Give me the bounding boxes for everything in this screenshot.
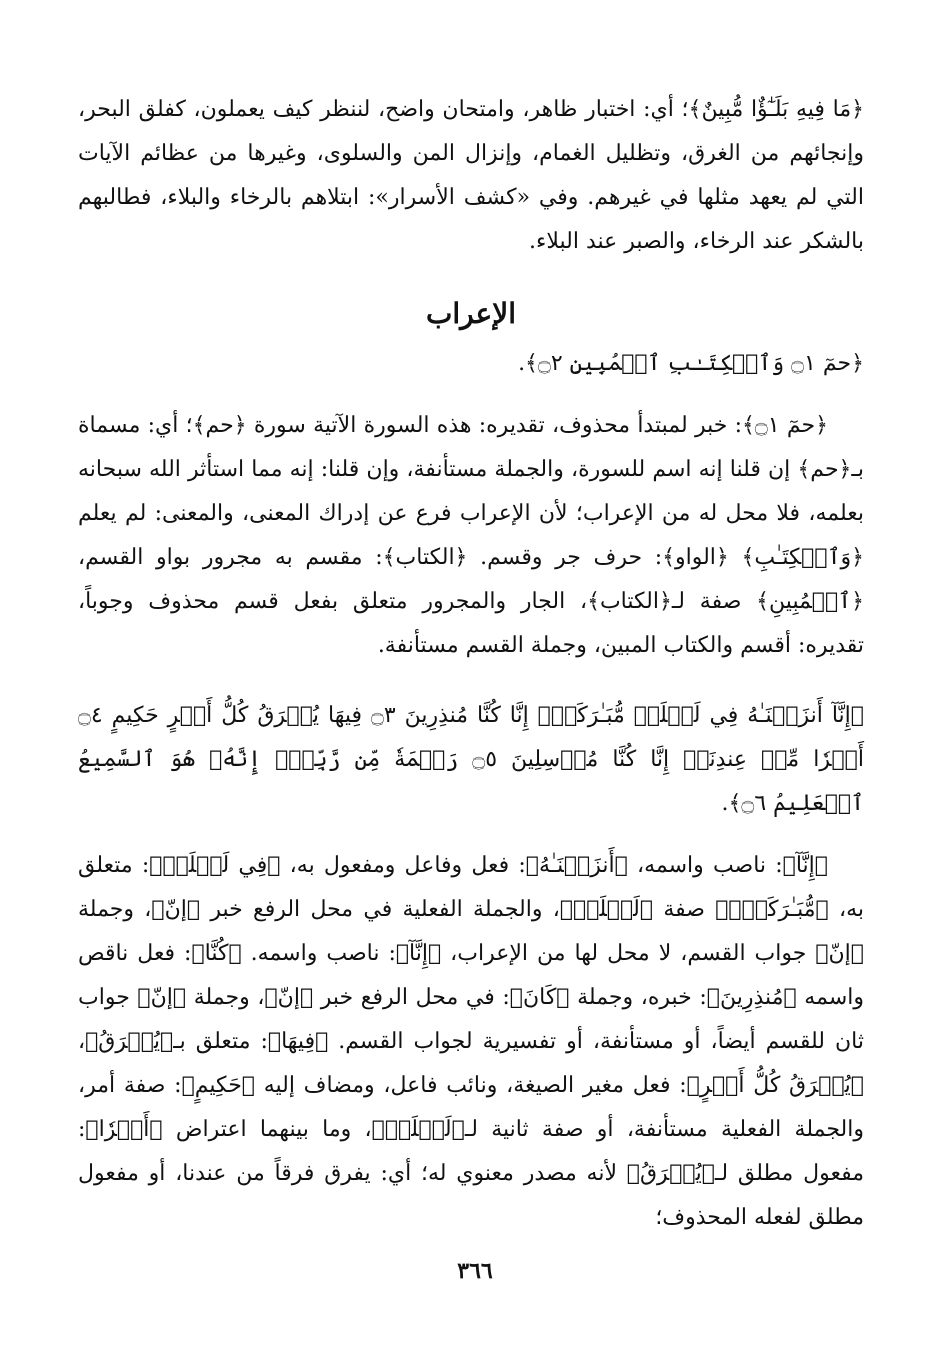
spacer xyxy=(78,826,864,844)
explanation-paragraph: ﴿مَا فِيهِ بَلَـٰٓؤٌا مُّبِينٌ﴾؛ أي: اختبار ظاهر، وامتحان واضح، لننظر كيف يعملون، كفلق البحر، وإنجائهم من الغرق، وتظليل الغمام، وإنزال المن والسلوى، وغيرها من عظائم الآيات التي لم يعهد مثلها في غيرهم. وفي «كشف الأسرار»: ابتلاهم بالرخاء والبلاء، فطالبهم بالشكر عند الرخاء، والصبر عند البلاء. xyxy=(78,97,864,254)
quran-verse-3-6: ﴿إِنَّآ أَنزَلۡنَـٰهُ فِي لَيۡلَةٖ مُّبَـٰرَكَةٍۚ إِنَّا كُنَّا مُنذِرِينَ ۝٣ فِيهَا يُفۡرَقُ كُلُّ أَمۡرٍ حَكِيمٍ ۝٤ أَمۡرٗا مِّنۡ عِندِنَآۚ إِنَّا كُنَّا مُرۡسِلِينَ ۝٥ رَحۡمَةٗ مِّن رَّبِّكَۚ إِنَّهُۥ هُوَ ٱلسَّمِيعُ ٱلۡعَلِيمُ ۝٦﴾. xyxy=(78,703,864,816)
grammar-paragraph-ha-mim: ﴿حمٓ ۝١﴾: خبر لمبتدأ محذوف، تقديره: هذه السورة الآتية سورة ﴿حم﴾؛ أي: مسماة بـ﴿حم﴾ إن قلنا إنه اسم للسورة، والجملة مستأنفة، وإن قلنا: إنه مما استأثر الله سبحانه بعلمه، فلا محل له من الإعراب؛ لأن الإعراب فرع عن إدراك المعنى، والمعنى: لم يعلم ﴿وَٱلۡكِتَـٰبِ﴾ ﴿الواو﴾: حرف جر وقسم. ﴿الكتاب﴾: مقسم به مجرور بواو القسم، ﴿ٱلۡمُبِينِ﴾ صفة لـ﴿الكتاب﴾، الجار والمجرور متعلق بفعل قسم محذوف وجوباً، تقديره: أقسم والكتاب المبين، وجملة القسم مستأنفة. xyxy=(78,413,864,658)
spacer xyxy=(78,386,864,404)
section-heading: الإعراب xyxy=(425,297,517,330)
page-number: ٣٦٦ xyxy=(457,1258,493,1284)
quran-verse-1-2: ﴿حمٓ ۝١ وَٱلۡكِتَـٰبِ ٱلۡمُبِينِ ۝٢﴾. xyxy=(518,351,864,376)
grammar-paragraph-inna: ﴿إِنَّآ﴾: ناصب واسمه، ﴿أَنزَلۡنَـٰهُ﴾: فعل وفاعل ومفعول به، ﴿فِي لَيۡلَةٖ﴾: متعلق به، ﴿مُّبَـٰرَكَةٍۚ﴾ صفة ﴿لَيۡلَةٖ﴾، والجملة الفعلية في محل الرفع خبر ﴿إنّ﴾، وجملة ﴿إنّ﴾ جواب القسم، لا محل لها من الإعراب، ﴿إِنَّآ﴾: ناصب واسمه. ﴿كُنَّا﴾: فعل ناقص واسمه ﴿مُنذِرِينَ﴾: خبره، وجملة ﴿كَانَ﴾: في محل الرفع خبر ﴿إنّ﴾، وجملة ﴿إنّ﴾ جواب ثان للقسم أيضاً، أو مستأنفة، أو تفسيرية لجواب القسم. ﴿فِيهَا﴾: متعلق بـ﴿يُفۡرَقُ﴾، ﴿يُفۡرَقُ كُلُّ أَمۡرٍ﴾: فعل مغير الصيغة، ونائب فاعل، ومضاف إليه ﴿حَكِيمٍ﴾: صفة أمر، والجملة الفعلية مستأنفة، أو صفة ثانية لـ﴿لَيۡلَةٖ﴾، وما بينهما اعتراض ﴿أَمۡرٗا﴾: مفعول مطلق لـ﴿يُفۡرَقُ﴾ لأنه مصدر معنوي له؛ أي: يفرق فرقاً من عندنا، أو مفعول مطلق لفعله المحذوف؛ xyxy=(78,853,864,1230)
